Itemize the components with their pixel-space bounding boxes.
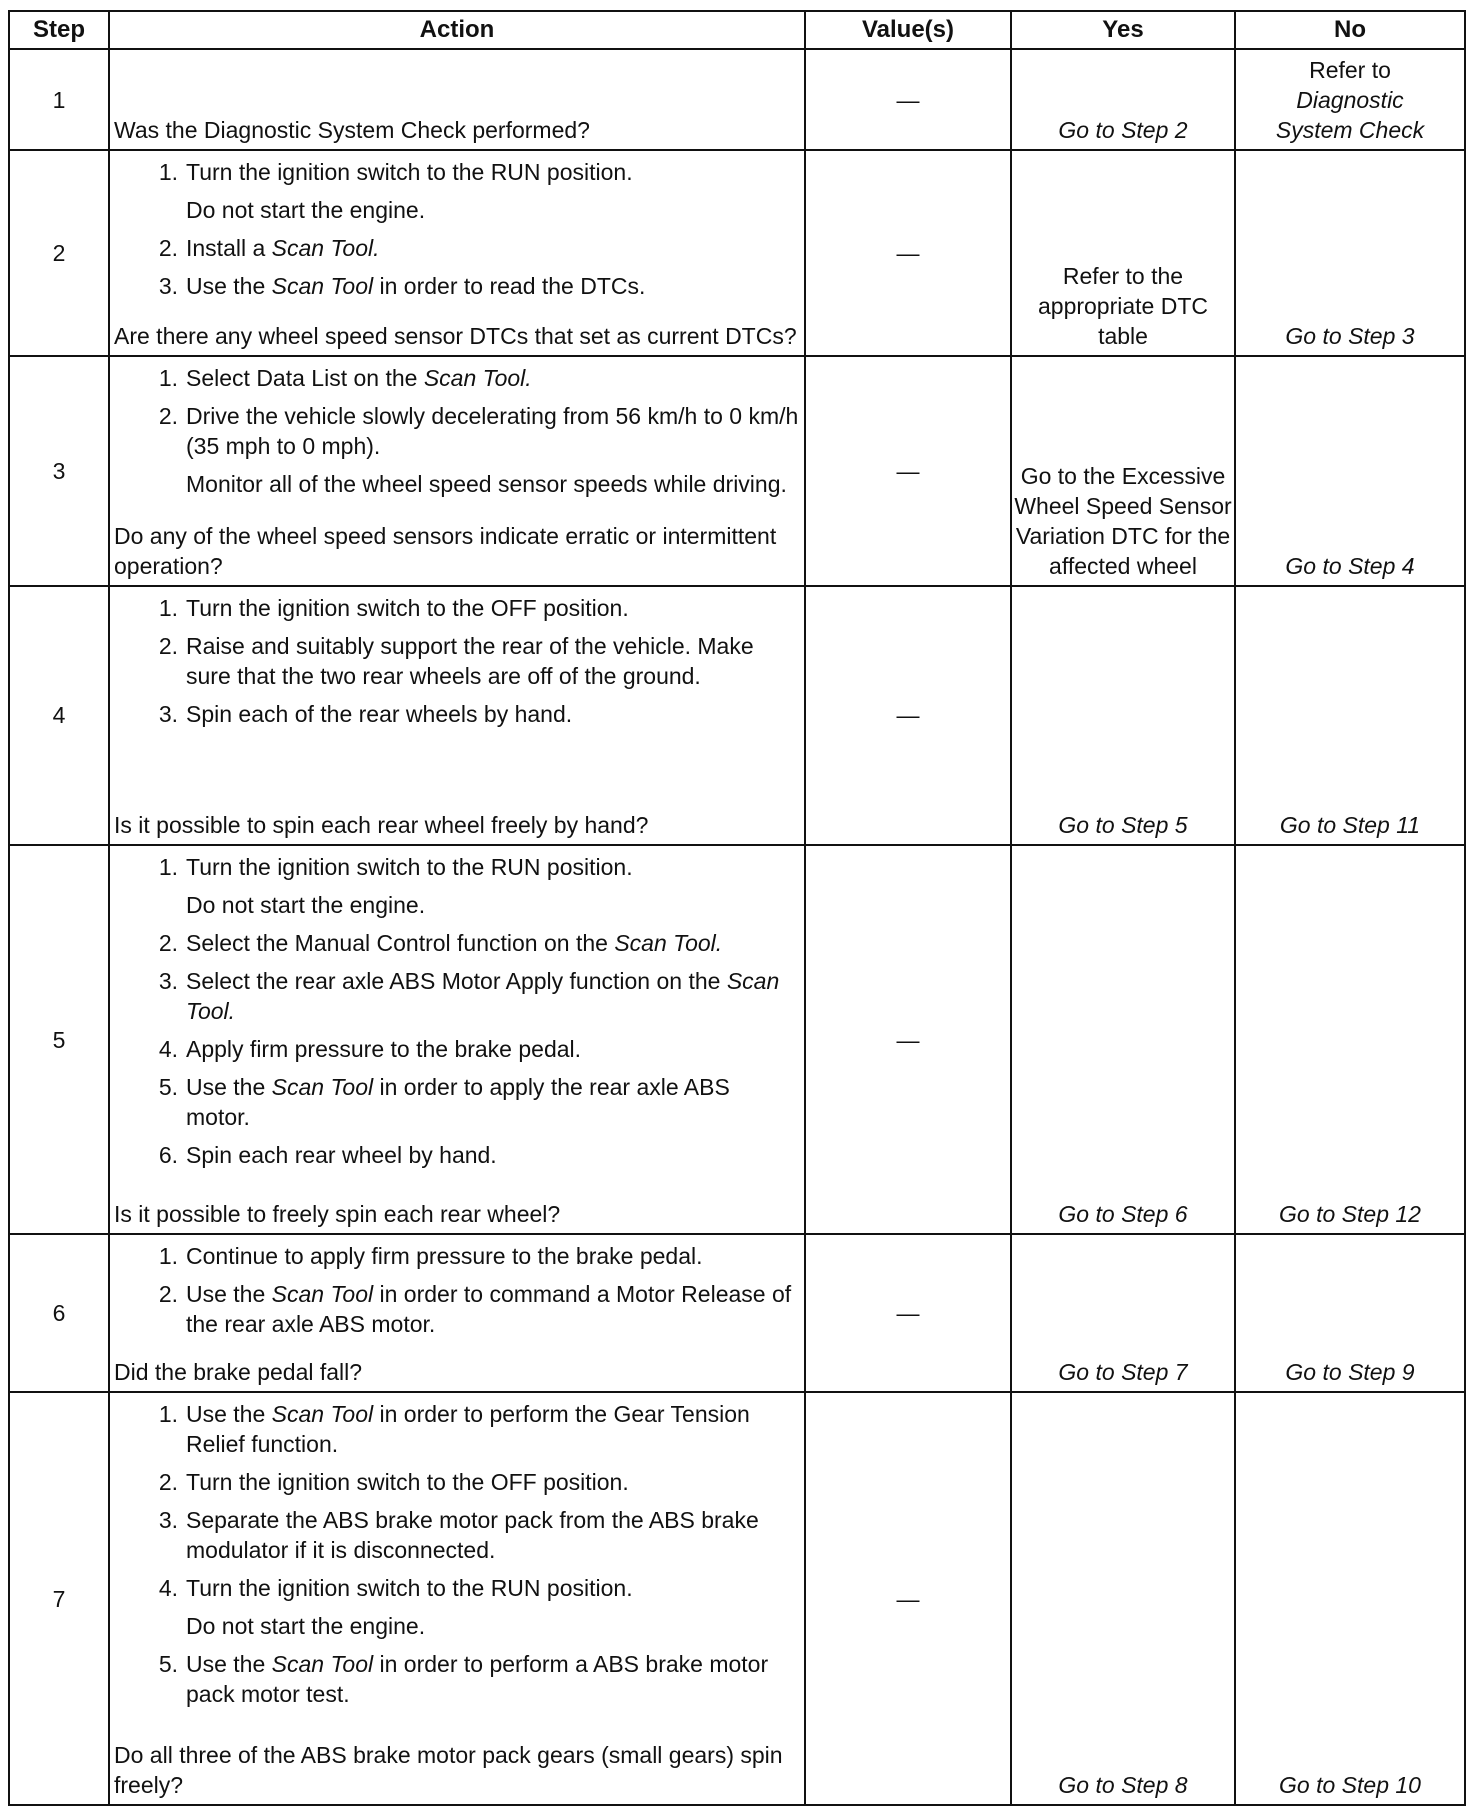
header-action: Action xyxy=(109,11,805,49)
action-step-number: 6. xyxy=(158,1141,178,1168)
action-cell xyxy=(109,1392,805,1805)
action-step-number: 3. xyxy=(158,700,178,727)
action-step-number: 2. xyxy=(158,1469,178,1496)
diagnostic-table xyxy=(8,10,1466,1806)
action-step-text: Apply firm pressure to the brake pedal. xyxy=(186,1035,582,1062)
yes-cell: Go to Step 5 xyxy=(1011,586,1235,845)
action-step-text: Turn the ignition switch to the RUN position. xyxy=(186,853,633,880)
action-step-number: 3. xyxy=(158,1507,178,1534)
no-cell: Go to Step 9 xyxy=(1235,1234,1465,1392)
action-question: Do all three of the ABS brake motor pack gears (small gears) spin freely? xyxy=(114,1742,783,1798)
action-step xyxy=(114,1140,800,1170)
action-step xyxy=(114,1467,800,1497)
action-step-number: 3. xyxy=(158,273,178,300)
action-step-text: Use the Scan Tool in order to apply the rear axle ABS motor. xyxy=(186,1073,730,1130)
action-step xyxy=(114,1649,800,1709)
no-refer-link: System Check xyxy=(1275,117,1425,144)
action-step xyxy=(114,401,800,461)
action-step xyxy=(114,1279,800,1339)
table-row xyxy=(9,1392,1465,1805)
action-step xyxy=(114,271,800,301)
action-step xyxy=(114,157,800,187)
action-step-text: Select the rear axle ABS Motor Apply function on the Scan Tool. xyxy=(186,967,780,1024)
yes-cell: Go to Step 2 xyxy=(1011,49,1235,150)
yes-cell: Go to Step 6 xyxy=(1011,845,1235,1235)
action-cell xyxy=(109,845,805,1235)
no-cell: Go to Step 12 xyxy=(1235,845,1465,1235)
table-row xyxy=(9,150,1465,356)
action-step-number: 4. xyxy=(158,1575,178,1602)
action-cell xyxy=(109,49,805,150)
action-step xyxy=(114,1573,800,1603)
action-step-number: 4. xyxy=(158,1035,178,1062)
action-step-number: 3. xyxy=(158,967,178,994)
action-step-text: Install a Scan Tool. xyxy=(186,235,380,262)
action-step xyxy=(114,593,800,623)
action-step-text: Separate the ABS brake motor pack from the ABS brake modulator if it is disconnected. xyxy=(186,1507,759,1564)
action-question: Is it possible to spin each rear wheel freely by hand? xyxy=(114,811,649,838)
action-step xyxy=(114,1034,800,1064)
action-step xyxy=(114,1505,800,1565)
action-step xyxy=(114,966,800,1026)
table-row xyxy=(9,49,1465,150)
action-step-number: 1. xyxy=(158,1401,178,1428)
action-step-number: 2. xyxy=(158,403,178,430)
yes-cell: Go to Step 7 xyxy=(1011,1234,1235,1392)
action-step-text: Turn the ignition switch to the RUN position. xyxy=(186,159,633,186)
action-step-text: Select Data List on the Scan Tool. xyxy=(186,365,532,392)
table-row xyxy=(9,356,1465,586)
no-cell: Go to Step 10 xyxy=(1235,1392,1465,1805)
action-step-number: 1. xyxy=(158,365,178,392)
step-number: 1 xyxy=(9,49,109,150)
action-step-text: Continue to apply firm pressure to the brake pedal. xyxy=(186,1243,703,1270)
value-cell: — xyxy=(805,845,1011,1235)
yes-cell: Go to the Excessive Wheel Speed Sensor Variation DTC for the affected wheel xyxy=(1011,356,1235,586)
action-note: Do not start the engine. xyxy=(186,197,426,224)
action-note: Monitor all of the wheel speed sensor speeds while driving. xyxy=(186,471,787,498)
action-note: Do not start the engine. xyxy=(186,891,426,918)
action-step xyxy=(114,699,800,729)
action-step-number: 1. xyxy=(158,159,178,186)
action-step-text: Spin each of the rear wheels by hand. xyxy=(186,700,573,727)
header-step: Step xyxy=(9,11,109,49)
value-cell: — xyxy=(805,49,1011,150)
action-step xyxy=(114,233,800,263)
header-row xyxy=(9,11,1465,49)
action-step xyxy=(114,631,800,691)
yes-cell: Go to Step 8 xyxy=(1011,1392,1235,1805)
action-step-number: 5. xyxy=(158,1073,178,1100)
table-row xyxy=(9,845,1465,1235)
header-no: No xyxy=(1235,11,1465,49)
table-row xyxy=(9,1234,1465,1392)
action-step-text: Use the Scan Tool in order to read the DTCs. xyxy=(186,273,646,300)
action-step-text: Turn the ignition switch to the OFF position. xyxy=(186,594,629,621)
action-cell xyxy=(109,586,805,845)
action-step-text: Use the Scan Tool in order to perform a ABS brake motor pack motor test. xyxy=(186,1651,769,1708)
header-yes: Yes xyxy=(1011,11,1235,49)
no-cell: Go to Step 11 xyxy=(1235,586,1465,845)
action-step xyxy=(114,852,800,882)
step-number: 2 xyxy=(9,150,109,356)
action-cell xyxy=(109,356,805,586)
value-cell: — xyxy=(805,586,1011,845)
action-cell xyxy=(109,1234,805,1392)
no-cell xyxy=(1235,49,1465,150)
action-step-number: 5. xyxy=(158,1651,178,1678)
step-number: 3 xyxy=(9,356,109,586)
value-cell: — xyxy=(805,150,1011,356)
action-question: Are there any wheel speed sensor DTCs that set as current DTCs? xyxy=(114,323,797,350)
action-step xyxy=(114,1072,800,1132)
action-question: Did the brake pedal fall? xyxy=(114,1359,363,1386)
action-step xyxy=(114,1399,800,1459)
action-step-text: Raise and suitably support the rear of the vehicle. Make sure that the two rear wheels are off of the ground. xyxy=(186,632,754,689)
no-cell: Go to Step 3 xyxy=(1235,150,1465,356)
header-values: Value(s) xyxy=(805,11,1011,49)
action-step-text: Turn the ignition switch to the OFF position. xyxy=(186,1469,629,1496)
action-question: Was the Diagnostic System Check performed? xyxy=(114,117,590,144)
value-cell: — xyxy=(805,1392,1011,1805)
action-question: Do any of the wheel speed sensors indicate erratic or intermittent operation? xyxy=(114,522,777,579)
action-step xyxy=(114,1241,800,1271)
action-step xyxy=(114,363,800,393)
action-step-number: 1. xyxy=(158,853,178,880)
no-refer-text: Refer to xyxy=(1309,57,1391,84)
action-step-number: 2. xyxy=(158,929,178,956)
step-number: 5 xyxy=(9,845,109,1235)
action-question: Is it possible to freely spin each rear wheel? xyxy=(114,1201,561,1228)
value-cell: — xyxy=(805,1234,1011,1392)
action-step-number: 2. xyxy=(158,632,178,659)
action-step xyxy=(114,928,800,958)
action-cell xyxy=(109,150,805,356)
yes-cell: Refer to the appropriate DTC table xyxy=(1011,150,1235,356)
action-step-number: 1. xyxy=(158,594,178,621)
action-step-number: 1. xyxy=(158,1243,178,1270)
value-cell: — xyxy=(805,356,1011,586)
step-number: 6 xyxy=(9,1234,109,1392)
action-step-text: Drive the vehicle slowly decelerating from 56 km/h to 0 km/h (35 mph to 0 mph). xyxy=(186,403,799,460)
table-row xyxy=(9,586,1465,845)
action-step-text: Use the Scan Tool in order to perform the Gear Tension Relief function. xyxy=(186,1401,750,1458)
action-step-text: Use the Scan Tool in order to command a Motor Release of the rear axle ABS motor. xyxy=(186,1281,792,1338)
action-step-number: 2. xyxy=(158,235,178,262)
step-number: 4 xyxy=(9,586,109,845)
step-number: 7 xyxy=(9,1392,109,1805)
action-step-text: Turn the ignition switch to the RUN position. xyxy=(186,1575,633,1602)
action-note: Do not start the engine. xyxy=(186,1613,426,1640)
action-step-text: Spin each rear wheel by hand. xyxy=(186,1141,497,1168)
action-step-text: Select the Manual Control function on the Scan Tool. xyxy=(186,929,723,956)
no-cell: Go to Step 4 xyxy=(1235,356,1465,586)
no-refer-link: Diagnostic xyxy=(1296,87,1404,114)
action-step-number: 2. xyxy=(158,1281,178,1308)
